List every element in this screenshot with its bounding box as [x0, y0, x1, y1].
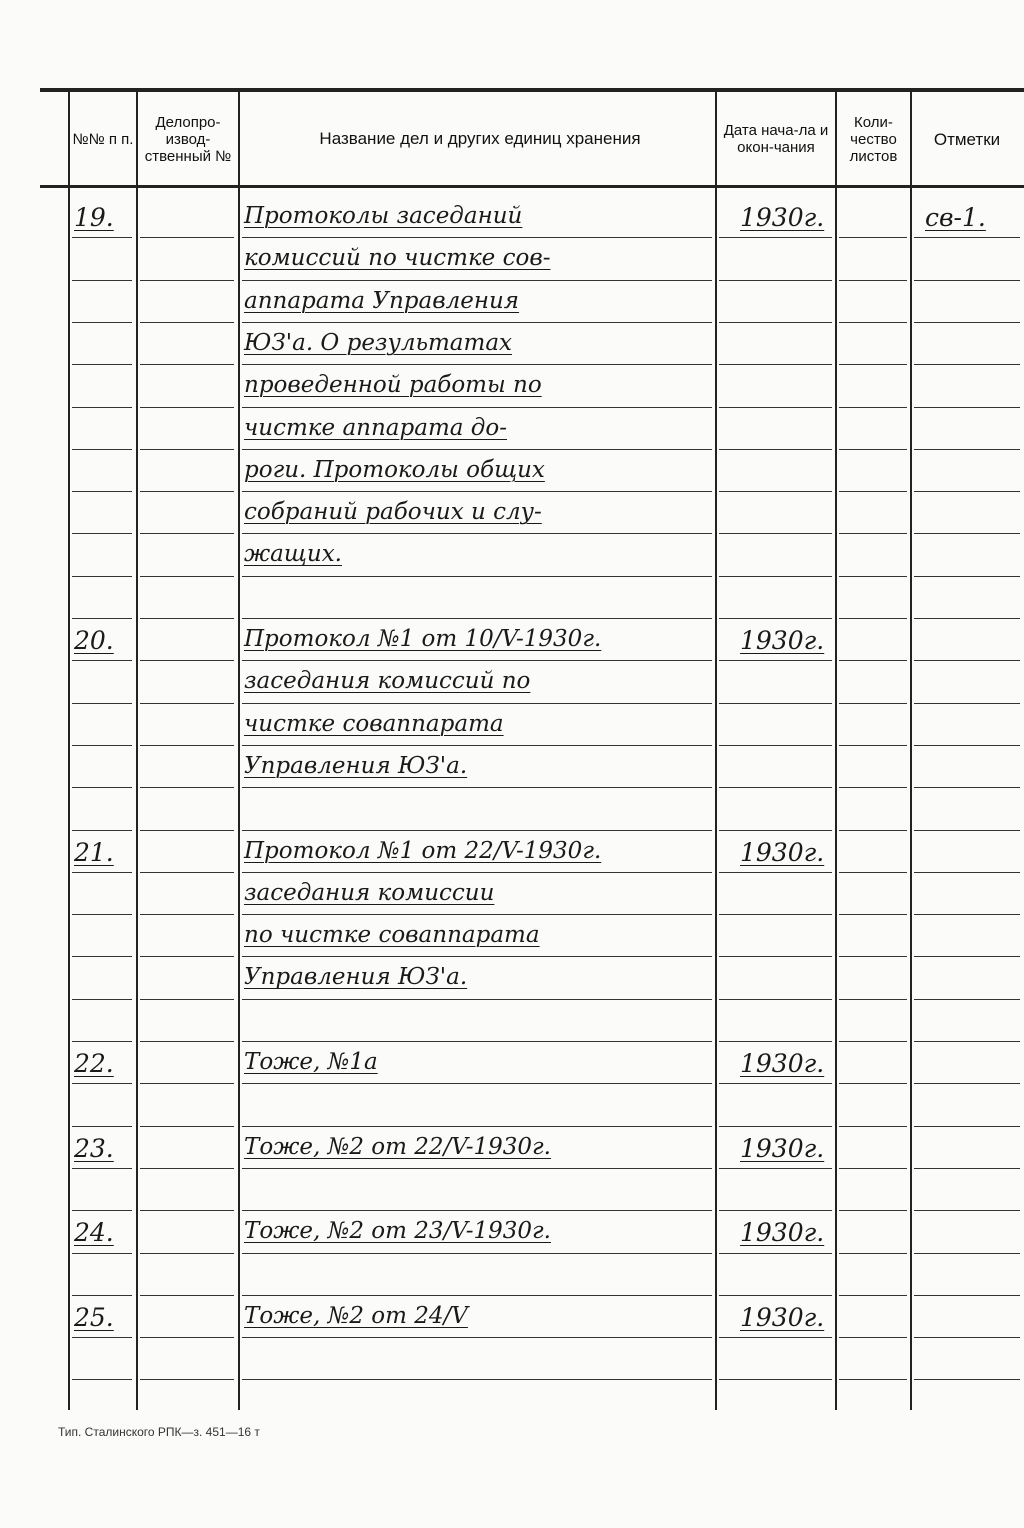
entry-title-line: комиссий по чистке сов- — [244, 245, 551, 272]
ruled-line — [242, 533, 712, 534]
ruled-line — [839, 280, 907, 281]
ruled-line — [72, 703, 132, 704]
ruled-line — [839, 237, 907, 238]
ruled-line — [719, 956, 832, 957]
entry-title-line: по чистке соваппарата — [244, 922, 540, 949]
ruled-line — [242, 407, 712, 408]
ruled-line — [72, 1168, 132, 1169]
entry-number: 24. — [74, 1218, 114, 1248]
header-num: №№ п п. — [72, 130, 134, 148]
column-divider — [136, 90, 138, 1410]
ruled-line — [72, 1041, 132, 1042]
ruled-line — [242, 1295, 712, 1296]
ruled-line — [839, 491, 907, 492]
ruled-line — [72, 533, 132, 534]
entry-title-line: заседания комиссий по — [244, 668, 531, 695]
entry-title-line: заседания комиссии — [244, 879, 495, 906]
ruled-line — [839, 1083, 907, 1084]
ruled-line — [719, 1253, 832, 1254]
column-divider — [910, 90, 912, 1410]
ruled-line — [140, 703, 234, 704]
ruled-line — [242, 999, 712, 1000]
ruled-line — [839, 533, 907, 534]
ruled-line — [72, 1379, 132, 1380]
ruled-line — [839, 1295, 907, 1296]
ruled-line — [914, 449, 1020, 450]
ruled-line — [72, 914, 132, 915]
ruled-line — [839, 872, 907, 873]
entry-title-line: Протоколы заседаний — [244, 203, 523, 229]
ruled-line — [719, 237, 832, 238]
ruled-line — [242, 576, 712, 577]
ruled-line — [140, 1041, 234, 1042]
header-office-num: Делопро-извод-ственный № — [144, 113, 232, 165]
ruled-line — [140, 1126, 234, 1127]
ruled-line — [914, 1126, 1020, 1127]
ruled-line — [839, 1337, 907, 1338]
ruled-line — [839, 322, 907, 323]
entry-title-line: собраний рабочих и слу- — [244, 499, 542, 526]
entry-date: 1930г. — [740, 1049, 825, 1078]
entry-number: 21. — [74, 837, 114, 867]
ruled-line — [839, 576, 907, 577]
ruled-line — [72, 618, 132, 619]
ruled-line — [839, 364, 907, 365]
ruled-line — [839, 914, 907, 915]
ruled-line — [914, 1210, 1020, 1211]
entry-number: 23. — [74, 1133, 114, 1163]
entry-title-line: роги. Протоколы общих — [244, 456, 545, 483]
ruled-line — [72, 576, 132, 577]
ruled-line — [242, 1126, 712, 1127]
entry-number: 19. — [74, 203, 114, 232]
ruled-line — [140, 1253, 234, 1254]
ruled-line — [914, 1041, 1020, 1042]
ruled-line — [719, 872, 832, 873]
ruled-line — [72, 1295, 132, 1296]
top-rule — [40, 88, 1024, 92]
entry-title-line: Тоже, №2 от 24/V — [244, 1302, 468, 1329]
header-rule — [40, 185, 1024, 188]
ruled-line — [719, 1041, 832, 1042]
ruled-line — [242, 280, 712, 281]
ruled-line — [719, 364, 832, 365]
ruled-line — [914, 280, 1020, 281]
entry-date: 1930г. — [740, 837, 825, 867]
ruled-line — [719, 491, 832, 492]
ruled-line — [914, 491, 1020, 492]
ruled-line — [719, 1083, 832, 1084]
column-divider — [715, 90, 717, 1410]
ruled-line — [140, 1295, 234, 1296]
ruled-line — [72, 956, 132, 957]
ruled-line — [839, 1126, 907, 1127]
ruled-line — [839, 830, 907, 831]
column-divider — [238, 90, 240, 1410]
ruled-line — [242, 322, 712, 323]
ruled-line — [839, 956, 907, 957]
ruled-line — [72, 660, 132, 661]
entry-date: 1930г. — [740, 203, 825, 232]
ruled-line — [719, 449, 832, 450]
ruled-line — [914, 1083, 1020, 1084]
ruled-line — [140, 576, 234, 577]
ruled-line — [242, 1041, 712, 1042]
entry-title-line: Тоже, №1а — [244, 1049, 378, 1075]
entry-title-line: Управления ЮЗ'а. — [244, 752, 468, 779]
ruled-line — [719, 1295, 832, 1296]
ruled-line — [719, 576, 832, 577]
ruled-line — [914, 956, 1020, 957]
ruled-line — [140, 872, 234, 873]
ruled-line — [140, 491, 234, 492]
header-dates: Дата нача-ла и окон-чания — [723, 122, 829, 156]
ruled-line — [140, 1210, 234, 1211]
ruled-line — [72, 999, 132, 1000]
ruled-line — [914, 872, 1020, 873]
ruled-line — [72, 1210, 132, 1211]
entry-title-line: Протокол №1 от 10/V-1930г. — [244, 626, 602, 652]
ruled-line — [914, 576, 1020, 577]
ruled-line — [914, 660, 1020, 661]
ruled-line — [914, 1379, 1020, 1380]
ruled-line — [242, 364, 712, 365]
ruled-line — [914, 1253, 1020, 1254]
ruled-line — [140, 618, 234, 619]
entry-title-line: Управления ЮЗ'а. — [244, 964, 468, 991]
ruled-line — [140, 533, 234, 534]
ruled-line — [140, 322, 234, 323]
ruled-line — [914, 914, 1020, 915]
entry-number: 20. — [74, 626, 114, 655]
ruled-line — [839, 787, 907, 788]
entry-number: 22. — [74, 1049, 114, 1078]
ruled-line — [242, 618, 712, 619]
ruled-line — [242, 914, 712, 915]
ruled-line — [140, 237, 234, 238]
ruled-line — [72, 364, 132, 365]
ruled-line — [914, 745, 1020, 746]
ruled-line — [719, 660, 832, 661]
entry-title-line: жащих. — [244, 541, 342, 568]
entry-title-line: Тоже, №2 от 22/V-1930г. — [244, 1133, 551, 1160]
ruled-line — [242, 787, 712, 788]
ruled-line — [72, 1253, 132, 1254]
ruled-line — [719, 999, 832, 1000]
ruled-line — [719, 1379, 832, 1380]
entry-number: 25. — [74, 1302, 114, 1332]
ruled-line — [242, 1210, 712, 1211]
ruled-line — [719, 1126, 832, 1127]
ruled-line — [242, 1379, 712, 1380]
ruled-line — [72, 787, 132, 788]
entry-title-line: аппарата Управления — [244, 287, 520, 314]
ruled-line — [914, 830, 1020, 831]
entry-date: 1930г. — [740, 1302, 825, 1332]
ruled-line — [242, 1337, 712, 1338]
entry-date: 1930г. — [740, 1218, 825, 1248]
ruled-line — [242, 703, 712, 704]
ruled-line — [140, 999, 234, 1000]
ruled-line — [140, 407, 234, 408]
header-title: Название дел и других единиц хранения — [319, 129, 641, 148]
ruled-line — [719, 703, 832, 704]
ruled-line — [140, 914, 234, 915]
ruled-line — [242, 449, 712, 450]
ruled-line — [839, 1168, 907, 1169]
ruled-line — [719, 787, 832, 788]
ruled-line — [914, 533, 1020, 534]
printer-footer: Тип. Сталинского РПК—з. 451—16 т — [58, 1425, 260, 1439]
entry-title-line: чистке соваппарата — [244, 710, 504, 737]
ruled-line — [242, 1253, 712, 1254]
entry-title-line: проведенной работы по — [244, 372, 542, 399]
ruled-line — [914, 364, 1020, 365]
ruled-line — [72, 449, 132, 450]
ruled-line — [72, 1337, 132, 1338]
ruled-line — [839, 703, 907, 704]
ruled-line — [242, 830, 712, 831]
entry-title-line: чистке аппарата до- — [244, 414, 507, 441]
entry-date: 1930г. — [740, 1133, 825, 1163]
ruled-line — [839, 449, 907, 450]
ruled-line — [140, 1083, 234, 1084]
ruled-line — [140, 449, 234, 450]
ruled-line — [72, 872, 132, 873]
ruled-line — [839, 1210, 907, 1211]
ruled-line — [72, 237, 132, 238]
ruled-line — [719, 280, 832, 281]
ruled-line — [914, 1295, 1020, 1296]
ruled-line — [72, 1126, 132, 1127]
ruled-line — [914, 407, 1020, 408]
header-notes: Отметки — [933, 129, 1001, 149]
ruled-line — [839, 660, 907, 661]
ruled-line — [72, 1083, 132, 1084]
ruled-line — [72, 322, 132, 323]
ruled-line — [839, 1379, 907, 1380]
ruled-line — [140, 280, 234, 281]
ruled-line — [914, 703, 1020, 704]
ruled-line — [914, 322, 1020, 323]
ruled-line — [72, 830, 132, 831]
ruled-line — [242, 237, 712, 238]
ruled-line — [140, 830, 234, 831]
ruled-line — [914, 1337, 1020, 1338]
ruled-line — [914, 787, 1020, 788]
ruled-line — [140, 956, 234, 957]
header-sheets: Коли-чество листов — [849, 113, 898, 165]
column-divider — [835, 90, 837, 1410]
ruled-line — [719, 322, 832, 323]
ruled-line — [914, 237, 1020, 238]
ruled-line — [839, 745, 907, 746]
entry-title-line: Протокол №1 от 22/V-1930г. — [244, 837, 602, 864]
ruled-line — [839, 999, 907, 1000]
entry-title-line: ЮЗ'а. О результатах — [244, 329, 513, 356]
ruled-line — [140, 364, 234, 365]
ruled-line — [839, 407, 907, 408]
ruled-line — [914, 999, 1020, 1000]
ruled-line — [140, 787, 234, 788]
entry-title-line: Тоже, №2 от 23/V-1930г. — [244, 1218, 551, 1245]
ruled-line — [719, 1210, 832, 1211]
ruled-line — [72, 491, 132, 492]
ruled-line — [719, 407, 832, 408]
ruled-line — [140, 1337, 234, 1338]
ruled-line — [719, 745, 832, 746]
ruled-line — [719, 533, 832, 534]
ruled-line — [72, 745, 132, 746]
ruled-line — [140, 660, 234, 661]
ruled-line — [719, 914, 832, 915]
ruled-line — [719, 830, 832, 831]
ruled-line — [242, 1168, 712, 1169]
ruled-line — [242, 872, 712, 873]
ruled-line — [140, 745, 234, 746]
ruled-line — [719, 618, 832, 619]
ruled-line — [839, 1041, 907, 1042]
ruled-line — [72, 407, 132, 408]
ruled-line — [140, 1168, 234, 1169]
ruled-line — [839, 618, 907, 619]
ruled-line — [719, 1337, 832, 1338]
ruled-line — [72, 280, 132, 281]
ruled-line — [839, 1253, 907, 1254]
ruled-line — [242, 491, 712, 492]
entry-date: 1930г. — [740, 626, 825, 655]
ruled-line — [242, 660, 712, 661]
ruled-line — [914, 618, 1020, 619]
ruled-line — [140, 1379, 234, 1380]
ruled-line — [914, 1168, 1020, 1169]
ruled-line — [242, 1083, 712, 1084]
ruled-line — [719, 1168, 832, 1169]
column-divider — [68, 90, 70, 1410]
ruled-line — [242, 956, 712, 957]
entry-note: св-1. — [925, 203, 986, 232]
ruled-line — [242, 745, 712, 746]
